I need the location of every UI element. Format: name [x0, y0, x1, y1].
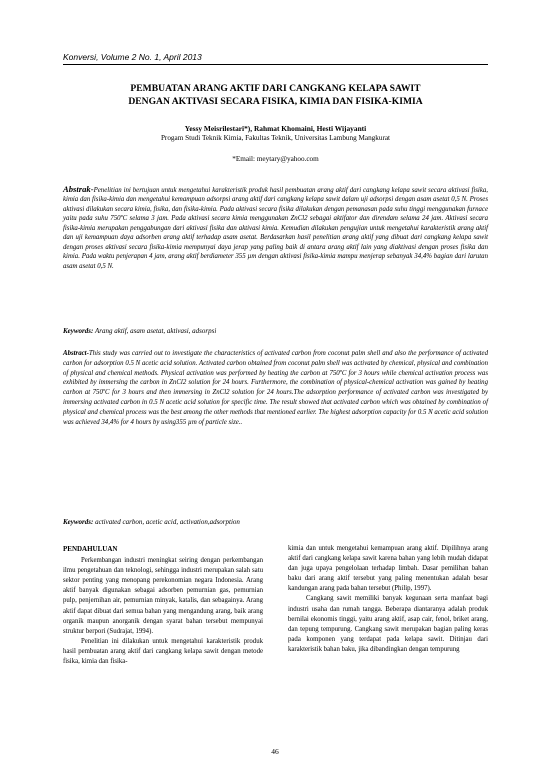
author-list: Yessy Meisrilestari*), Rahmat Khomaini, Hesti Wijayanti: [184, 124, 367, 133]
affiliation: Progam Studi Teknik Kimia, Fakultas Teknik, Universitas Lambung Mangkurat: [160, 134, 391, 142]
contact-email: *Email: meytary@yahoo.com: [232, 155, 319, 163]
body-column-right: [288, 544, 488, 655]
body-paragraph: Cangkang sawit memiliki banyak kegunaan serta manfaat bagi industri usaha dan rumah tangga. Beberapa diantaranya adalah produk bernilai ekonomis tinggi, yaitu arang aktif, asap cair, fenol, briket arang, dan tepung tempurung. Cangkang sawit merupakan bagian paling keras pada komponen yang terdapat pada kelapa sawit. Ditinjau dari karakteristik bahan baku, jika dibandingkan dengan tempurung: [288, 595, 488, 653]
body-paragraph: kimia dan untuk mengetahui kemampuan arang aktif. Dipilihnya arang aktif dari cangkang kelapa sawit karena bahan yang lebih mudah didapat dan juga upaya pengelolaan terhadap limbah. Dasar pemilihan bahan baku dari arang aktif tersebut yang paling menentukan adalah besar kandungan arang pada bahan tersebut (Philip, 1997).: [288, 545, 488, 593]
header-rule: [63, 64, 488, 65]
keywords-text: activated carbon, acetic acid, activation,adsorption: [93, 518, 240, 526]
abstract-lead: Abstract-: [63, 350, 89, 357]
running-head: Konversi, Volume 2 No. 1, April 2013: [63, 52, 202, 62]
paper-title: [63, 82, 488, 108]
abstrak-body: Penelitian ini bertujuan untuk mengetahui karakteristik produk hasil pembuatan arang aktif dari cangkang kelapa sawit secara aktivasi fisika, kimia dan fisika-kimia dan mengetahui kemampuan adsorpsi arang aktif dari cangkang kelapa sawit dalam uji adsorpsi dengan asam asetat 0,5 N. Proses aktivasi dilakukan secara kimia, fisika, dan fisika-kimia. Pada aktivasi secara fisika dilakukan dengan pemanasan pada suhu tinggi menggunakan furnace yaitu pada suhu 750ºC selama 3 jam. Pada aktivasi secara kimia menggunakan ZnCl2 sebagai aktifator dan direndam selama 24 jam. Aktivasi secara fisika-kimia merupakan penggabungan dari aktivasi fisika dan aktivasi kimia. Kemudian dilakukan pengujian untuk mengetahui karakteristik arang aktif dan uji kemampuan daya adsorben arang aktif terhadap asam asetat. Berdasarkan hasil penelitian arang aktif yang dibuat dari cangkang kelapa sawit dengan proses aktivasi secara fisika-kimia mempunyai daya jerap yang paling baik di antara arang aktif lain yang diaktivasi dengan proses fisika dan kimia. Pada waktu penjerapan 4 jam, arang aktif berdiameter 355 µm dengan aktivasi fisika-kimia mampu menjerap sebanyak 34,4% bagian dari larutan asam asetat 0,5 N.: [63, 187, 488, 270]
title-line-1: PEMBUATAN ARANG AKTIF DARI CANGKANG KELAPA SAWIT: [130, 83, 421, 94]
keywords-label: Keywords:: [63, 327, 94, 335]
body-paragraph: Penelitian ini dilakukan untuk mengetahui karakteristik produk hasil pembuatan arang aktif dari cangkang kelapa sawit dengan metode fisika, kimia dan fisika-: [63, 637, 263, 666]
body-column-left: [63, 544, 263, 667]
keywords-english: [63, 518, 240, 526]
page-number: 46: [271, 747, 279, 756]
abstrak-indonesian: [63, 185, 488, 271]
abstract-english: [63, 349, 488, 427]
section-heading-introduction: PENDAHULUAN: [63, 545, 118, 553]
title-line-2: DENGAN AKTIVASI SECARA FISIKA, KIMIA DAN FISIKA-KIMIA: [128, 96, 423, 107]
abstrak-lead: Abstrak-: [63, 184, 94, 194]
keywords-label: Keywords:: [63, 518, 94, 526]
abstract-body: This study was carried out to investigate the characteristics of activated carbon from coconut palm shell and also the performance of activated carbon for adsorption 0.5 N acetic acid solution. Activated carbon obtained from coconut palm shell was activated by chemical, physical and combination of physical and chemical methods. Physical activation was performed by heating the carbon at 750ºC for 3 hours while chemical activation process was exhibited by immersing the carbon in ZnCl2 solution for 24 hours. Furthermore, the combination of physical-chemical activation was gained by heating carbon at 750ºC for 3 hours and then immersing in ZnCl2 solution for 24 hours.The adsorption performance of activated carbon was investigated by immersing activated carbon in 0.5 N acetic acid solution for specific time. The result showed that activated carbon which was obtained by combination of physical and chemical process was the best among the other methods that mentioned earlier. The highest adsorption capacity for 0.5 N acetic acid solution was achieved 34,4% for 4 hours by using355 µm of particle size..: [63, 350, 488, 426]
keywords-indonesian: [63, 327, 216, 335]
body-paragraph: Perkembangan industri meningkat seiring dengan perkembangan ilmu pengetahuan dan teknologi, sehingga industri merupakan salah satu sektor penting yang menopang perekonomian negara Indonesia. Arang aktif banyak digunakan sebagai adsorben pemurnian gas, pemurnian pulp, penjernihan air, pemurnian minyak, katalis, dan sebagainya. Arang aktif dapat dibuat dari semua bahan yang mengandung arang, baik arang organik maupun anorganik dengan syarat bahan tersebut mempunyai struktur berpori (Sudrajat, 1994).: [63, 557, 263, 635]
keywords-text: Arang aktif, asam asetat, aktivasi, adsorpsi: [93, 327, 217, 335]
